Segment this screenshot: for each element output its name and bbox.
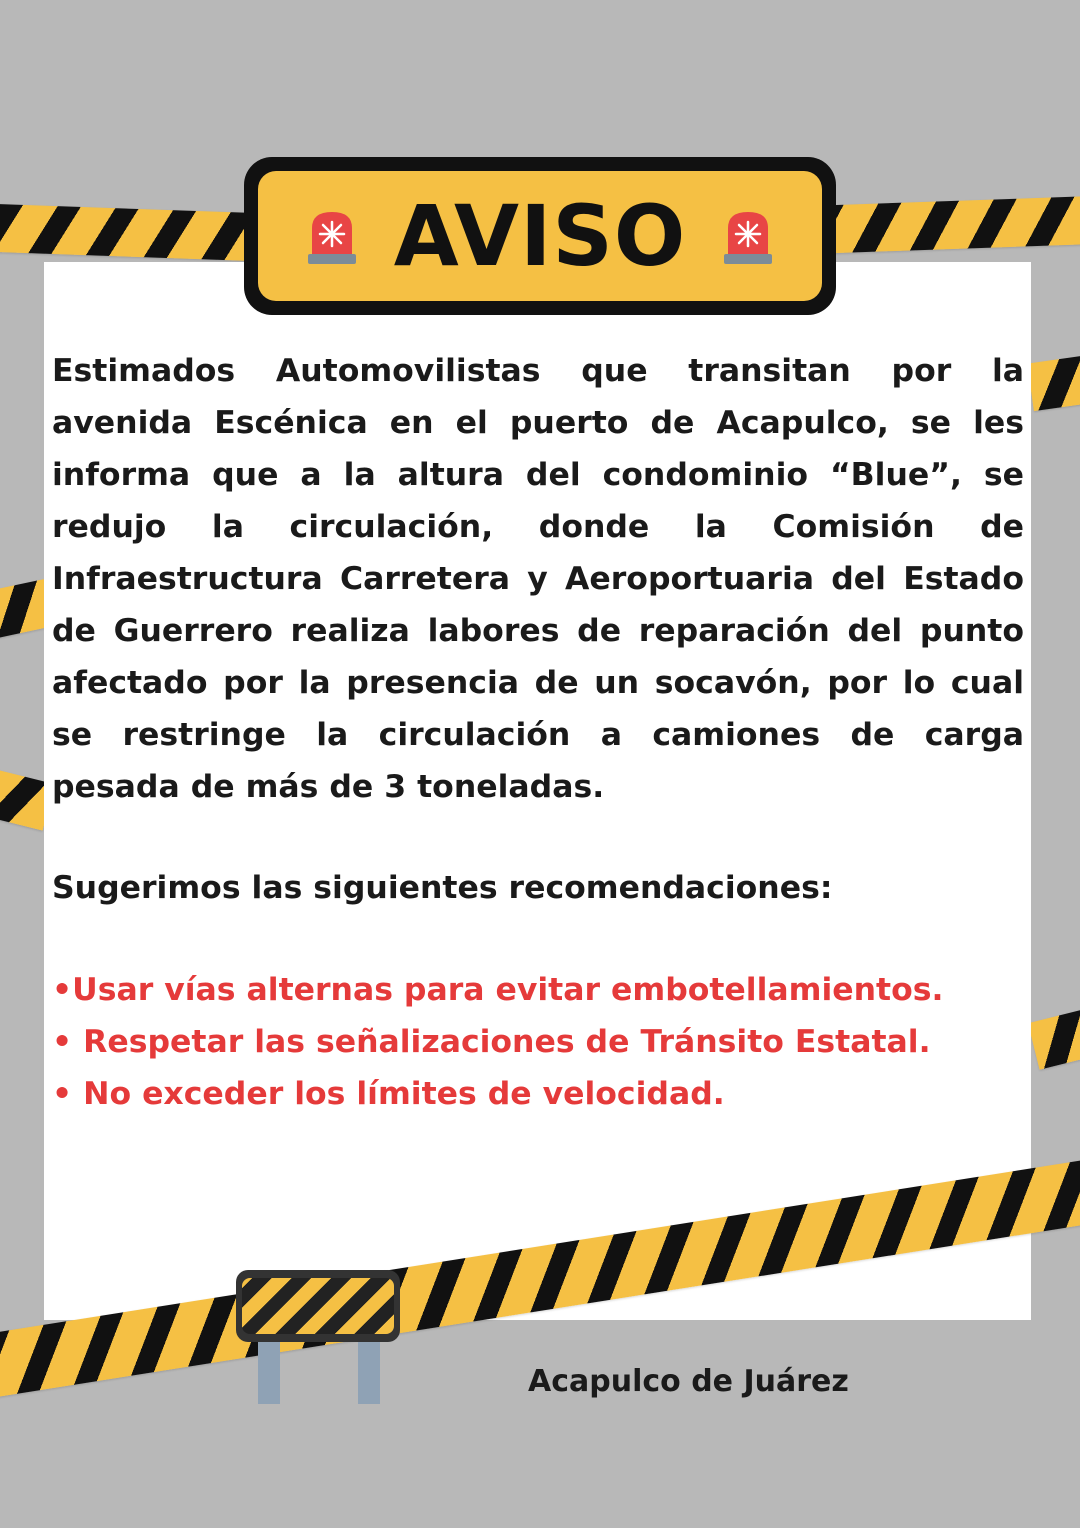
siren-icon — [720, 206, 776, 266]
recommendation-item: •Usar vías alternas para evitar embotellamientos. — [52, 972, 944, 1008]
page-title: AVISO — [393, 187, 687, 285]
recommendations-list — [52, 964, 1042, 1120]
barrier-leg — [358, 1342, 380, 1404]
notice-paragraph: Estimados Automovilistas que transitan por la avenida Escénica en el puerto de Acapulco, se les informa que a la altura del condominio “Blue”, se redujo la circulación, donde la Comisión de Infraestructura Carretera y Aeroportuaria del Estado de Guerrero realiza labores de reparación del punto afectado por la presencia de un socavón, por lo cual se restringe la circulación a camiones de carga pesada de más de 3 toneladas. — [52, 353, 1024, 805]
aviso-sign-face — [258, 171, 822, 301]
siren-icon — [304, 206, 360, 266]
aviso-sign — [244, 157, 836, 315]
recommendations-title: Sugerimos las siguientes recomendaciones: — [52, 870, 833, 906]
caution-tape-right-upper — [1027, 347, 1080, 411]
road-barrier-icon — [236, 1270, 406, 1410]
recommendation-item: • No exceder los límites de velocidad. — [52, 1076, 725, 1112]
caution-tape-top-right — [819, 194, 1080, 253]
barrier-board — [236, 1270, 400, 1342]
footer-location: Acapulco de Juárez — [528, 1364, 849, 1399]
barrier-stripes — [242, 1278, 394, 1334]
recommendation-item: • Respetar las señalizaciones de Tránsito Estatal. — [52, 1024, 931, 1060]
caution-tape-top-left — [0, 203, 261, 261]
barrier-leg — [258, 1342, 280, 1404]
